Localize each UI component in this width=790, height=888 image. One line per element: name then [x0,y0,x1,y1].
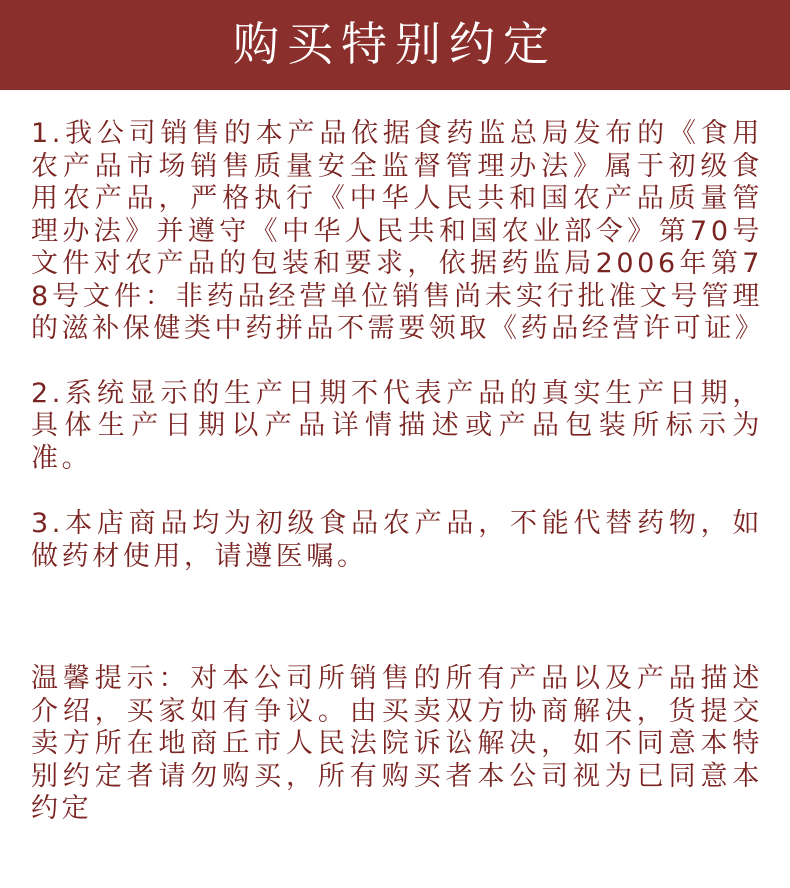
warm-tip: 温馨提示：对本公司所销售的所有产品以及产品描述介绍，买家如有争议。由买卖双方协商解决，货提交卖方所在地商丘市人民法院诉讼解决，如不同意本特别约定者请勿购买，所有购买者本公司视为已同意本约定 [31,663,763,824]
agreement-content [31,118,766,826]
clause-2: 2.系统显示的生产日期不代表产品的真实生产日期，具体生产日期以产品详情描述或产品包装所标示为准。 [31,377,763,474]
clause-1: 1.我公司销售的本产品依据食药监总局发布的《食用农产品市场销售质量安全监督管理办法》属于初级食用农产品，严格执行《中华人民共和国农产品质量管理办法》并遵守《中华人民共和国农业部令》第70号文件对农产品的包装和要求，依据药监局2006年第78号文件：非药品经营单位销售尚未实行批准文号管理的滋补保健类中药拼品不需要领取《药品经营许可证》 [31,118,766,344]
page-title: 购买特别约定 [233,17,557,71]
clause-3: 3.本店商品均为初级食品农产品，不能代替药物，如做药材使用，请遵医嘱。 [31,508,763,572]
title-banner [0,0,790,90]
